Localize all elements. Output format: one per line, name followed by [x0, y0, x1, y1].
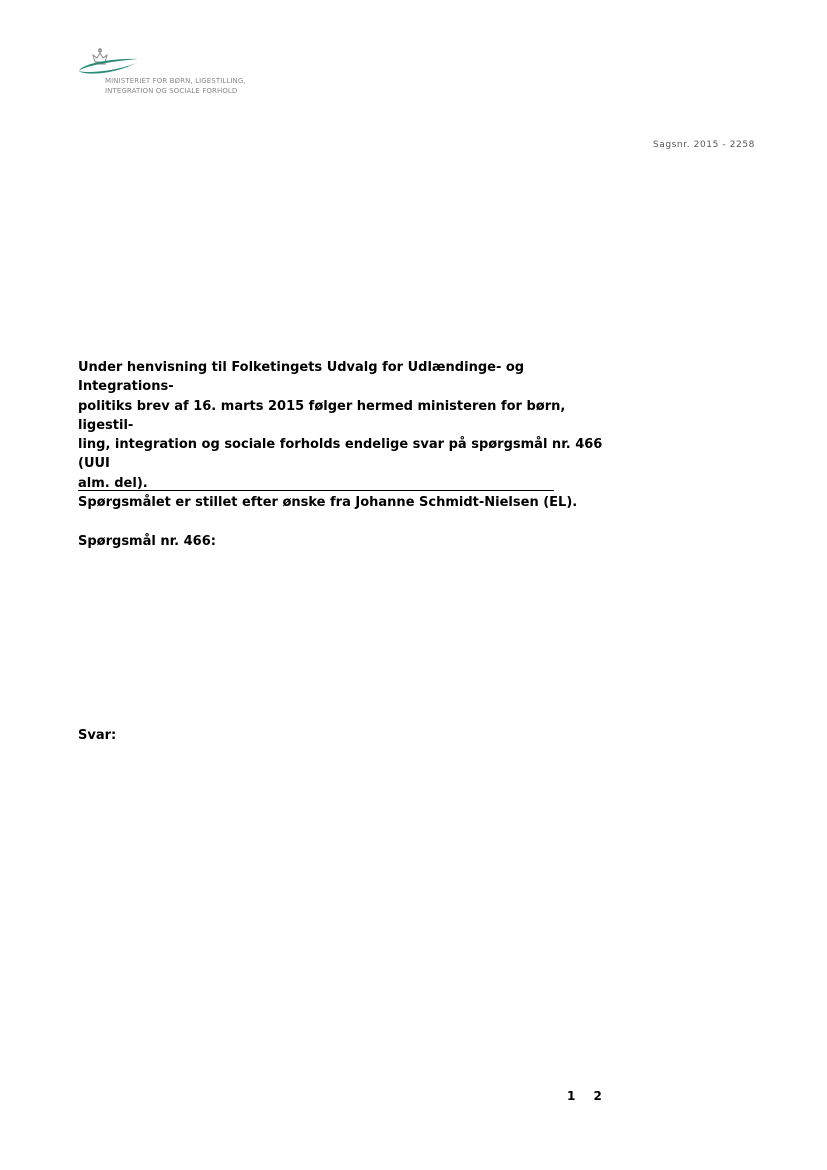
answer-label: Svar: — [78, 728, 117, 743]
swoosh-top-icon — [79, 59, 138, 71]
page-numbers — [567, 1089, 602, 1103]
logo-line-1: MINISTERIET FOR BØRN, LIGESTILLING, — [105, 77, 246, 85]
ministry-logo — [76, 46, 276, 102]
crown-logo-icon — [76, 46, 156, 80]
intro-line-3: ling, integration og sociale forholds endelige svar på spørgsmål nr. 466 (UUI — [78, 437, 603, 472]
asked-by: Spørgsmålet er stillet efter ønske fra Johanne Schmidt-Nielsen (EL). — [78, 495, 578, 511]
intro-line-1: Under henvisning til Folketingets Udvalg for Udlændinge- og Integrations- — [78, 360, 525, 395]
intro-line-4: alm. del). — [78, 475, 148, 491]
divider — [78, 490, 554, 491]
page-total: 2 — [593, 1089, 602, 1103]
question-label: Spørgsmål nr. 466: — [78, 534, 216, 549]
logo-text — [105, 76, 246, 96]
intro-line-2: politiks brev af 16. marts 2015 følger hermed ministeren for børn, ligestil- — [78, 398, 566, 433]
page-current: 1 — [567, 1089, 576, 1103]
swoosh-bottom-icon — [79, 63, 136, 74]
case-number: Sagsnr. 2015 - 2258 — [652, 140, 755, 150]
logo-line-2: INTEGRATION OG SOCIALE FORHOLD — [105, 87, 238, 95]
